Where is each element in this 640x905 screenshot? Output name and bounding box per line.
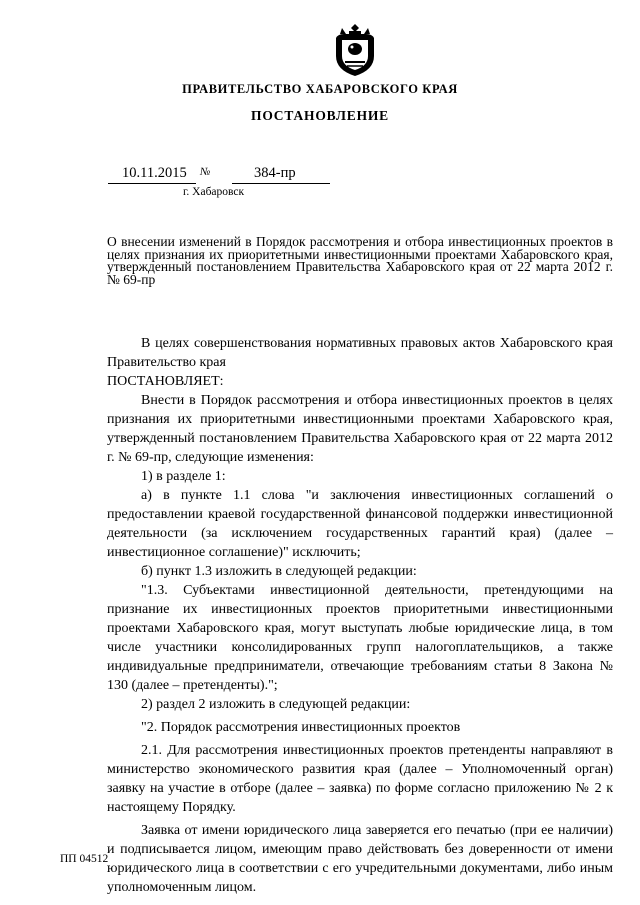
document-code: ПП 04512 — [60, 853, 109, 865]
paragraph: 2) раздел 2 изложить в следующей редакции: — [141, 697, 411, 712]
paragraph: "1.3. Субъектами инвестиционной деятельности, претендующими на признание их инвестиционных проектов приоритетными инвестиционными проектами Хабаровского края, могут выступать любые юридические лица, в том числе участники консолидированных групп налогоплательщиков, а также индивидуальные предприниматели, отвечающие требованиям статьи 8 Закона № 130 (далее – претенденты)."; — [107, 583, 613, 693]
paragraph: Внести в Порядок рассмотрения и отбора инвестиционных проектов в целях признания их приоритетными инвестиционными проектами Хабаровского края, утвержденный постановлением Правительства Хабаровского края от 22 марта 2012 г. № 69-пр, следующие изменения: — [107, 393, 613, 465]
coat-of-arms-icon — [330, 22, 380, 78]
paragraph: б) пункт 1.3 изложить в следующей редакции: — [141, 564, 417, 579]
decree-date: 10.11.2015 — [108, 164, 196, 184]
paragraph: 1) в разделе 1: — [141, 469, 226, 484]
paragraph: а) в пункте 1.1 слова "и заключения инвестиционных соглашений о предоставлении краевой государственной финансовой поддержки инвестиционной деятельности (за исключением государственных гарантий края) (далее – инвестиционное соглашение)" исключить; — [107, 488, 613, 560]
government-title: ПРАВИТЕЛЬСТВО ХАБАРОВСКОГО КРАЯ — [182, 82, 458, 96]
decree-subject: О внесении изменений в Порядок рассмотрения и отбора инвестиционных проектов в целях признания их приоритетными инвестиционными проектами Хабаровского края, утвержденный постановлением Правительства Хабаровского края от 22 марта 2012 г. № 69-пр — [107, 234, 613, 287]
paragraph-decrees: ПОСТАНОВЛЯЕТ: — [107, 374, 224, 389]
paragraph: В целях совершенствования нормативных правовых актов Хабаровского края Правительство края — [107, 336, 613, 370]
decree-body — [107, 334, 613, 897]
document-type: ПОСТАНОВЛЕНИЕ — [251, 108, 389, 123]
section-heading: "2. Порядок рассмотрения инвестиционных проектов — [141, 720, 461, 735]
decree-number: 384-пр — [232, 164, 330, 184]
city: г. Хабаровск — [183, 186, 245, 198]
paragraph: Заявка от имени юридического лица заверяется его печатью (при ее наличии) и подписывается лицом, имеющим право действовать без доверенности от имени юридического лица в соответствии с его учредительными документами, либо иным уполномоченным лицом. — [107, 823, 613, 895]
paragraph: 2.1. Для рассмотрения инвестиционных проектов претенденты направляют в министерство экономического развития края (далее – Уполномоченный орган) заявку на участие в отборе (далее – заявка) по форме согласно приложению № 2 к настоящему Порядку. — [107, 743, 613, 815]
number-sign: № — [200, 166, 211, 178]
